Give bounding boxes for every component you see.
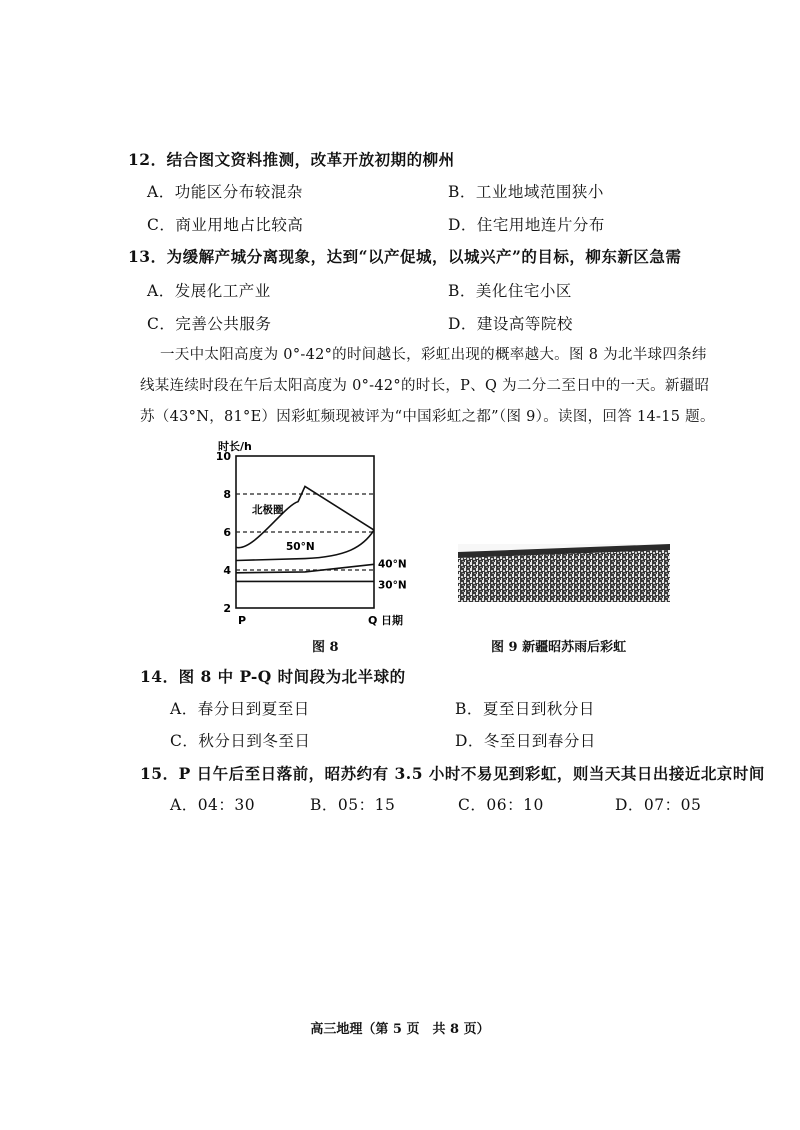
- q13-option-d: D．建设高等院校: [448, 315, 573, 333]
- q14-option-d: D．冬至日到春分日: [455, 732, 596, 750]
- figure-8-caption: 图 8: [312, 640, 339, 655]
- q15-option-d: D．07：05: [615, 796, 702, 814]
- series-line-3: [236, 564, 374, 573]
- figure-9-photo: [458, 544, 670, 602]
- page-footer: 高三地理（第 5 页 共 8 页）: [310, 1022, 490, 1037]
- series-label-2: 50°N: [286, 541, 315, 554]
- x-label-q: Q: [368, 614, 378, 627]
- q15-option-b: B．05：15: [310, 796, 396, 814]
- question-15-stem: 15．P 日午后至日落前，昭苏约有 3.5 小时不易见到彩虹，则当天其日出接近北京时间: [140, 764, 765, 783]
- y-tick-labels: [216, 450, 232, 615]
- series-lines: [236, 486, 374, 581]
- q12-option-b: B．工业地域范围狭小: [448, 183, 604, 201]
- question-14-stem: 14．图 8 中 P-Q 时间段为北半球的: [140, 667, 406, 686]
- q12-option-d: D．住宅用地连片分布: [448, 216, 605, 234]
- q12-option-a: A．功能区分布较混杂: [147, 183, 303, 201]
- material-paragraph: [140, 340, 715, 433]
- q13-option-a: A．发展化工产业: [147, 282, 271, 300]
- q14-option-c: C．秋分日到冬至日: [170, 732, 311, 750]
- material-line: 线某连续时段在午后太阳高度为 0°-42°的时长，P、Q 为二分二至日中的一天。新疆昭: [140, 378, 710, 394]
- q14-option-a: A．春分日到夏至日: [170, 700, 310, 718]
- x-axis-label: 日期: [381, 614, 403, 627]
- y-tick-4: 4: [223, 564, 231, 577]
- y-tick-6: 6: [223, 526, 231, 539]
- y-tick-2: 2: [223, 602, 231, 615]
- series-label-1: 北极圈: [252, 504, 284, 516]
- series-labels: [252, 503, 407, 591]
- question-12-stem: 12．结合图文资料推测，改革开放初期的柳州: [128, 150, 455, 169]
- figure-9-caption: 图 9 新疆昭苏雨后彩虹: [491, 640, 627, 655]
- series-label-3: 40°N: [378, 558, 407, 571]
- rainbow-field-image: [458, 544, 670, 602]
- x-label-p: P: [238, 614, 247, 627]
- y-tick-10: 10: [215, 450, 231, 463]
- q12-option-c: C．商业用地占比较高: [147, 216, 304, 234]
- y-axis-label: 时长/h: [218, 440, 252, 453]
- q13-option-c: C．完善公共服务: [147, 315, 272, 333]
- chart-frame: [236, 456, 374, 608]
- y-tick-8: 8: [223, 488, 231, 501]
- figure-8-chart: [200, 440, 407, 630]
- q15-option-c: C．06：10: [458, 796, 544, 814]
- q15-option-a: A．04：30: [170, 796, 256, 814]
- q13-option-b: B．美化住宅小区: [448, 282, 572, 300]
- question-13-stem: 13．为缓解产城分离现象，达到“以产促城，以城兴产”的目标，柳东新区急需: [128, 247, 682, 266]
- q14-option-b: B．夏至日到秋分日: [455, 700, 595, 718]
- material-line: 一天中太阳高度为 0°-42°的时间越长，彩虹出现的概率越大。图 8 为北半球四条纬: [160, 347, 707, 363]
- series-label-4: 30°N: [378, 579, 407, 592]
- series-line-1: [236, 486, 374, 547]
- material-line: 苏（43°N，81°E）因彩虹频现被评为“中国彩虹之都”（图 9）。读图，回答 14-15 题。: [140, 409, 715, 425]
